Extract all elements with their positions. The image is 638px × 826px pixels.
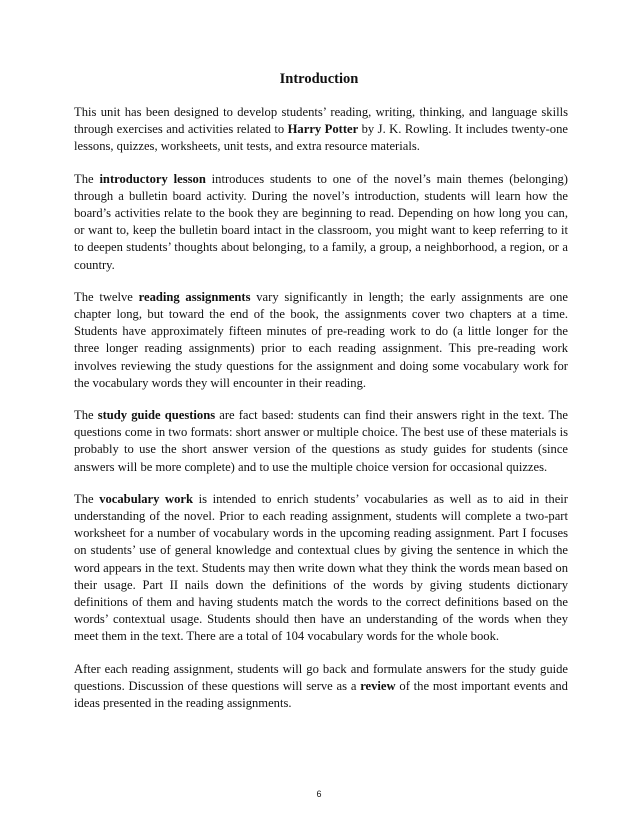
bold-term: introductory lesson: [99, 171, 206, 186]
body-text: [74, 104, 568, 727]
text-run: This unit has been designed to develop students’ reading, writing, thinking, and language skills through exercises and activities related to: [74, 105, 568, 137]
bold-term: study guide questions: [97, 408, 216, 423]
bold-term: reading assignments: [138, 289, 251, 304]
text-run: is intended to enrich students’ vocabularies as well as to aid in their understanding of the novel. Prior to each reading assignment, students will complete a two-part worksheet for a number of vocabulary words in the upcoming reading assignment. Part I focuses on students’ use of general knowledge and contextual clues by giving the sentence in which the word appears in the text. Students may then write down what they think the words mean based on their usage. Part II nails down the definitions of the words by giving students dictionary definitions of them and having students match the words to the correct definitions based on the words’ contextual usage. Students should then have an understanding of the words when they meet them in the text. There are a total of 104 vocabulary words for the whole book.: [74, 491, 568, 644]
paragraph-vocabulary-work: [74, 491, 568, 646]
text-run: vary significantly in length; the early assignments are one chapter long, but toward the end of the book, the assignments cover two chapters at a time. Students have approximately fifteen minutes of pre-reading work to do (a little longer for the three longer reading assignments) prior to each reading assignment. This pre-reading work involves reviewing the study questions for the assignment and doing some vocabulary work for the vocabulary words they will encounter in their reading.: [74, 289, 568, 390]
text-run: by J. K. Rowling. It includes twenty-one lessons, quizzes, worksheets, unit tests, and extra resource materials.: [74, 122, 568, 154]
paragraph-study-guide-questions: [74, 407, 568, 476]
text-run: The: [74, 491, 100, 506]
text-run: of the most important events and ideas presented in the reading assignments.: [74, 678, 568, 711]
paragraph-reading-assignments: [74, 289, 568, 392]
page-number: 6: [316, 789, 322, 799]
text-run: The: [74, 171, 100, 186]
text-run: The twelve: [74, 289, 139, 304]
text-run: The: [74, 408, 98, 423]
paragraph-review: [74, 661, 568, 713]
text-run: After each reading assignment, students will go back and formulate answers for the study guide questions. Discussion of these questions will serve as a: [74, 661, 568, 693]
text-run: introduces students to one of the novel’s main themes (belonging) through a bulletin board activity. During the novel’s introduction, students will learn how the board’s activities relate to the book they are beginning to read. Depending on how long you can, or want to, keep the bulletin board intact in the classroom, you might want to keep referring to it to deepen students’ thoughts about belonging, to a family, a group, a neighborhood, a region, or a country.: [74, 171, 568, 272]
bold-term: Harry Potter: [287, 122, 359, 137]
bold-term: vocabulary work: [99, 491, 193, 506]
paragraph-introductory-lesson: [74, 171, 568, 274]
text-run: are fact based: students can find their answers right in the text. The questions come in two formats: short answer or multiple choice. The best use of these materials is probably to use the short answer version of the questions as study guides for students (since answers will be more complete) and to use the multiple choice version for occasional quizzes.: [74, 408, 569, 474]
bold-term: review: [360, 678, 396, 693]
page-title: Introduction: [279, 71, 359, 87]
paragraph-overview: [74, 104, 568, 156]
